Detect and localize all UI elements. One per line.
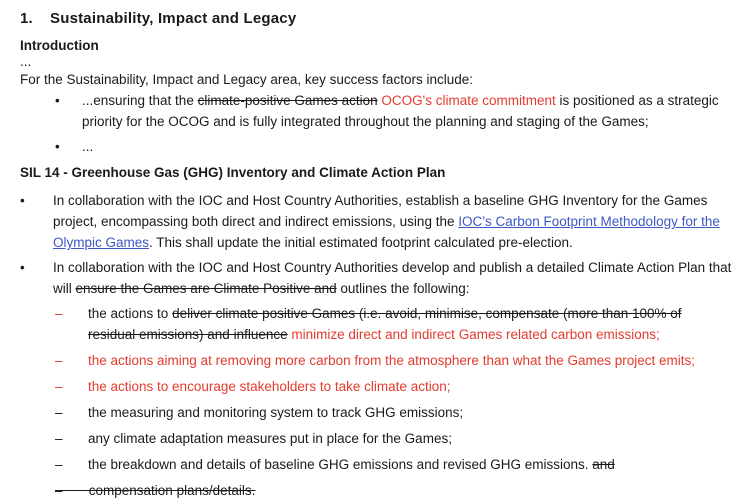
- text-run: the breakdown and details of baseline GHG emissions and revised GHG emissions.: [88, 457, 593, 472]
- inserted-text-run: the actions aiming at removing more carbon from the atmosphere than what the Games project emits;: [88, 353, 696, 368]
- item-text: [82, 90, 732, 132]
- deleted-dash-item: [55, 480, 732, 501]
- bullet-item: [20, 257, 732, 299]
- deleted-text-run: climate-positive Games action: [197, 93, 378, 108]
- bullet-marker: •: [20, 260, 25, 275]
- section-heading: [20, 9, 732, 29]
- dash-item: [55, 350, 732, 371]
- paragraph: [20, 69, 732, 90]
- text-run: is positioned as a strategic priority for the OCOG and is fully integrated throughout the planning and staging of the Games;: [82, 93, 719, 129]
- item-text: [53, 190, 732, 253]
- text-run: In collaboration with the IOC and Host Country Authorities, establish a baseline GHG Inventory for the Games project, encompassing both direct and indirect emissions, using the: [53, 193, 708, 229]
- text-run: For the Sustainability, Impact and Legacy area, key success factors include:: [20, 72, 473, 87]
- bullet-marker: •: [55, 93, 60, 108]
- dash-item: [55, 303, 732, 345]
- text-run: outlines the following:: [336, 281, 470, 296]
- inserted-text-run: OCOG's climate commitment: [381, 93, 556, 108]
- item-text: [53, 257, 732, 299]
- bullet-marker: •: [20, 193, 25, 208]
- item-text: [88, 376, 732, 397]
- deleted-line: [55, 483, 255, 498]
- dash-item: [55, 402, 732, 423]
- inserted-text-run: the actions to encourage stakeholders to take climate action;: [88, 379, 451, 394]
- text-run: ...: [82, 139, 94, 154]
- dash-marker: –: [55, 405, 63, 420]
- text-run: the measuring and monitoring system to track GHG emissions;: [88, 405, 464, 420]
- bullet-item: [55, 90, 732, 132]
- text-run: ...ensuring that the: [82, 93, 198, 108]
- text-run: In collaboration with the IOC and Host Country Authorities develop and publish a detailed Climate Action Plan that will: [53, 260, 732, 296]
- dash-marker: –: [55, 379, 63, 394]
- text-run: . This shall update the initial estimated footprint calculated pre-election.: [149, 235, 573, 250]
- dash-marker: –: [55, 431, 63, 446]
- dash-marker: –: [55, 353, 63, 368]
- dash-item: [55, 428, 732, 449]
- item-text: [88, 428, 732, 449]
- item-text: [82, 136, 732, 157]
- document-body: [20, 37, 732, 501]
- deleted-text-run: deliver climate positive Games (i.e. avoid, minimise, compensate (more than 100% of residual emissions) and influence: [88, 306, 682, 342]
- text-run: any climate adaptation measures put in place for the Games;: [88, 431, 452, 446]
- section-title: Sustainability, Impact and Legacy: [50, 10, 297, 27]
- deleted-text-run: and: [592, 457, 615, 472]
- bullet-marker: •: [55, 139, 60, 154]
- deleted-text-run: compensation plans/details.: [88, 483, 256, 498]
- paragraph: [20, 55, 732, 68]
- text-run: ...: [20, 54, 32, 69]
- section-number: 1.: [20, 10, 33, 27]
- text-run: the actions to: [88, 306, 173, 321]
- dash-marker: –: [55, 483, 89, 498]
- item-text: [88, 303, 732, 345]
- inserted-text-run: minimize direct and indirect Games related carbon emissions;: [291, 327, 660, 342]
- dash-item: [55, 376, 732, 397]
- bullet-item: [20, 190, 732, 253]
- dash-item: [55, 454, 732, 475]
- item-text: [88, 454, 732, 475]
- dash-marker: –: [55, 457, 63, 472]
- item-text: [88, 350, 732, 371]
- dash-marker: –: [55, 306, 63, 321]
- link-ioc-carbon-footprint-methodology[interactable]: IOC’s Carbon Footprint Methodology for the Olympic Games: [53, 214, 720, 250]
- bullet-item: [55, 136, 732, 157]
- item-text: [88, 402, 732, 423]
- deleted-text-run: ensure the Games are Climate Positive and: [75, 281, 337, 296]
- sil14-heading: SIL 14 - Greenhouse Gas (GHG) Inventory and Climate Action Plan: [20, 165, 446, 180]
- introduction-heading: Introduction: [20, 38, 99, 53]
